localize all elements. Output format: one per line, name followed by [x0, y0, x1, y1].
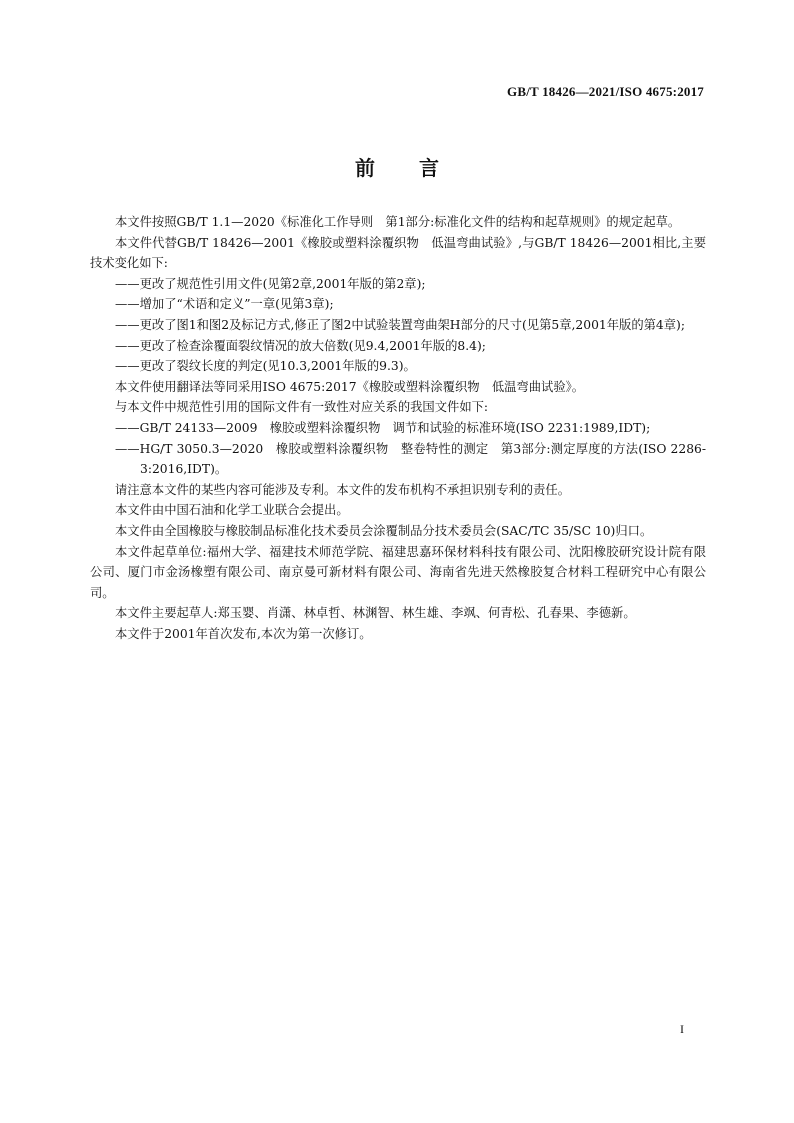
paragraph-replacement: 本文件代替GB/T 18426—2001《橡胶或塑料涂覆织物 低温弯曲试验》,与GB/T 18426—2001相比,主要技术变化如下: — [90, 235, 706, 271]
list-item-text: HG/T 3050.3—2020 橡胶或塑料涂覆织物 整卷特性的测定 第3部分:测定厚度的方法(ISO 2286-3:2016,IDT)。 — [139, 441, 706, 477]
list-item-change-1 — [90, 274, 706, 295]
document-code: GB/T 18426—2021/ISO 4675:2017 — [507, 84, 704, 99]
list-item-change-2 — [90, 294, 706, 315]
paragraph-drafters: 本文件主要起草人:郑玉婴、肖潇、林卓哲、林渊智、林生雄、李飒、何青松、孔春果、李德新。 — [115, 606, 636, 621]
paragraph-committee: 本文件由全国橡胶与橡胶制品标准化技术委员会涂覆制品分技术委员会(SAC/TC 35/SC 10)归口。 — [115, 523, 653, 538]
dash-marker: —— — [115, 276, 140, 291]
foreword-body — [90, 212, 706, 644]
dash-marker: —— — [115, 441, 140, 456]
dash-marker: —— — [115, 359, 140, 374]
dash-marker: —— — [115, 338, 140, 353]
dash-marker: —— — [115, 420, 140, 435]
list-item-text: 更改了检查涂覆面裂纹情况的放大倍数(见9.4,2001年版的8.4); — [139, 338, 486, 353]
list-item-text: 更改了图1和图2及标记方式,修正了图2中试验装置弯曲架H部分的尺寸(见第5章,2001年版的第4章); — [139, 317, 685, 332]
list-item-reference-2 — [90, 439, 706, 480]
list-item-text: 更改了规范性引用文件(见第2章,2001年版的第2章); — [139, 276, 426, 291]
paragraph-revision-history: 本文件于2001年首次发布,本次为第一次修订。 — [115, 626, 372, 641]
list-item-change-5 — [90, 356, 706, 377]
dash-marker: —— — [115, 297, 140, 312]
paragraph-proposer: 本文件由中国石油和化学工业联合会提出。 — [115, 503, 349, 518]
paragraph-corresponding-docs: 与本文件中规范性引用的国际文件有一致性对应关系的我国文件如下: — [115, 400, 489, 415]
list-item-change-4 — [90, 336, 706, 357]
page-title: 前言 — [355, 156, 483, 180]
page-number: I — [680, 1022, 684, 1036]
paragraph-adoption: 本文件使用翻译法等同采用ISO 4675:2017《橡胶或塑料涂覆织物 低温弯曲试验》。 — [115, 379, 585, 394]
dash-marker: —— — [115, 317, 140, 332]
list-item-text: 增加了“术语和定义”一章(见第3章); — [139, 297, 334, 312]
paragraph-drafting-units: 本文件起草单位:福州大学、福建技术师范学院、福建思嘉环保材料科技有限公司、沈阳橡胶研究设计院有限公司、厦门市金汤橡塑有限公司、南京曼可新材料有限公司、海南省先进天然橡胶复合材料工程研究中心有限公司。 — [90, 544, 706, 600]
list-item-text: GB/T 24133—2009 橡胶或塑料涂覆织物 调节和试验的标准环境(ISO 2231:1989,IDT); — [139, 420, 651, 435]
list-item-text: 更改了裂纹长度的判定(见10.3,2001年版的9.3)。 — [139, 359, 416, 374]
list-item-reference-1 — [90, 418, 706, 439]
paragraph-drafting-rules: 本文件按照GB/T 1.1—2020《标准化工作导则 第1部分:标准化文件的结构和起草规则》的规定起草。 — [115, 215, 681, 229]
list-item-change-3 — [90, 315, 706, 336]
paragraph-patent-notice: 请注意本文件的某些内容可能涉及专利。本文件的发布机构不承担识别专利的责任。 — [115, 482, 570, 497]
